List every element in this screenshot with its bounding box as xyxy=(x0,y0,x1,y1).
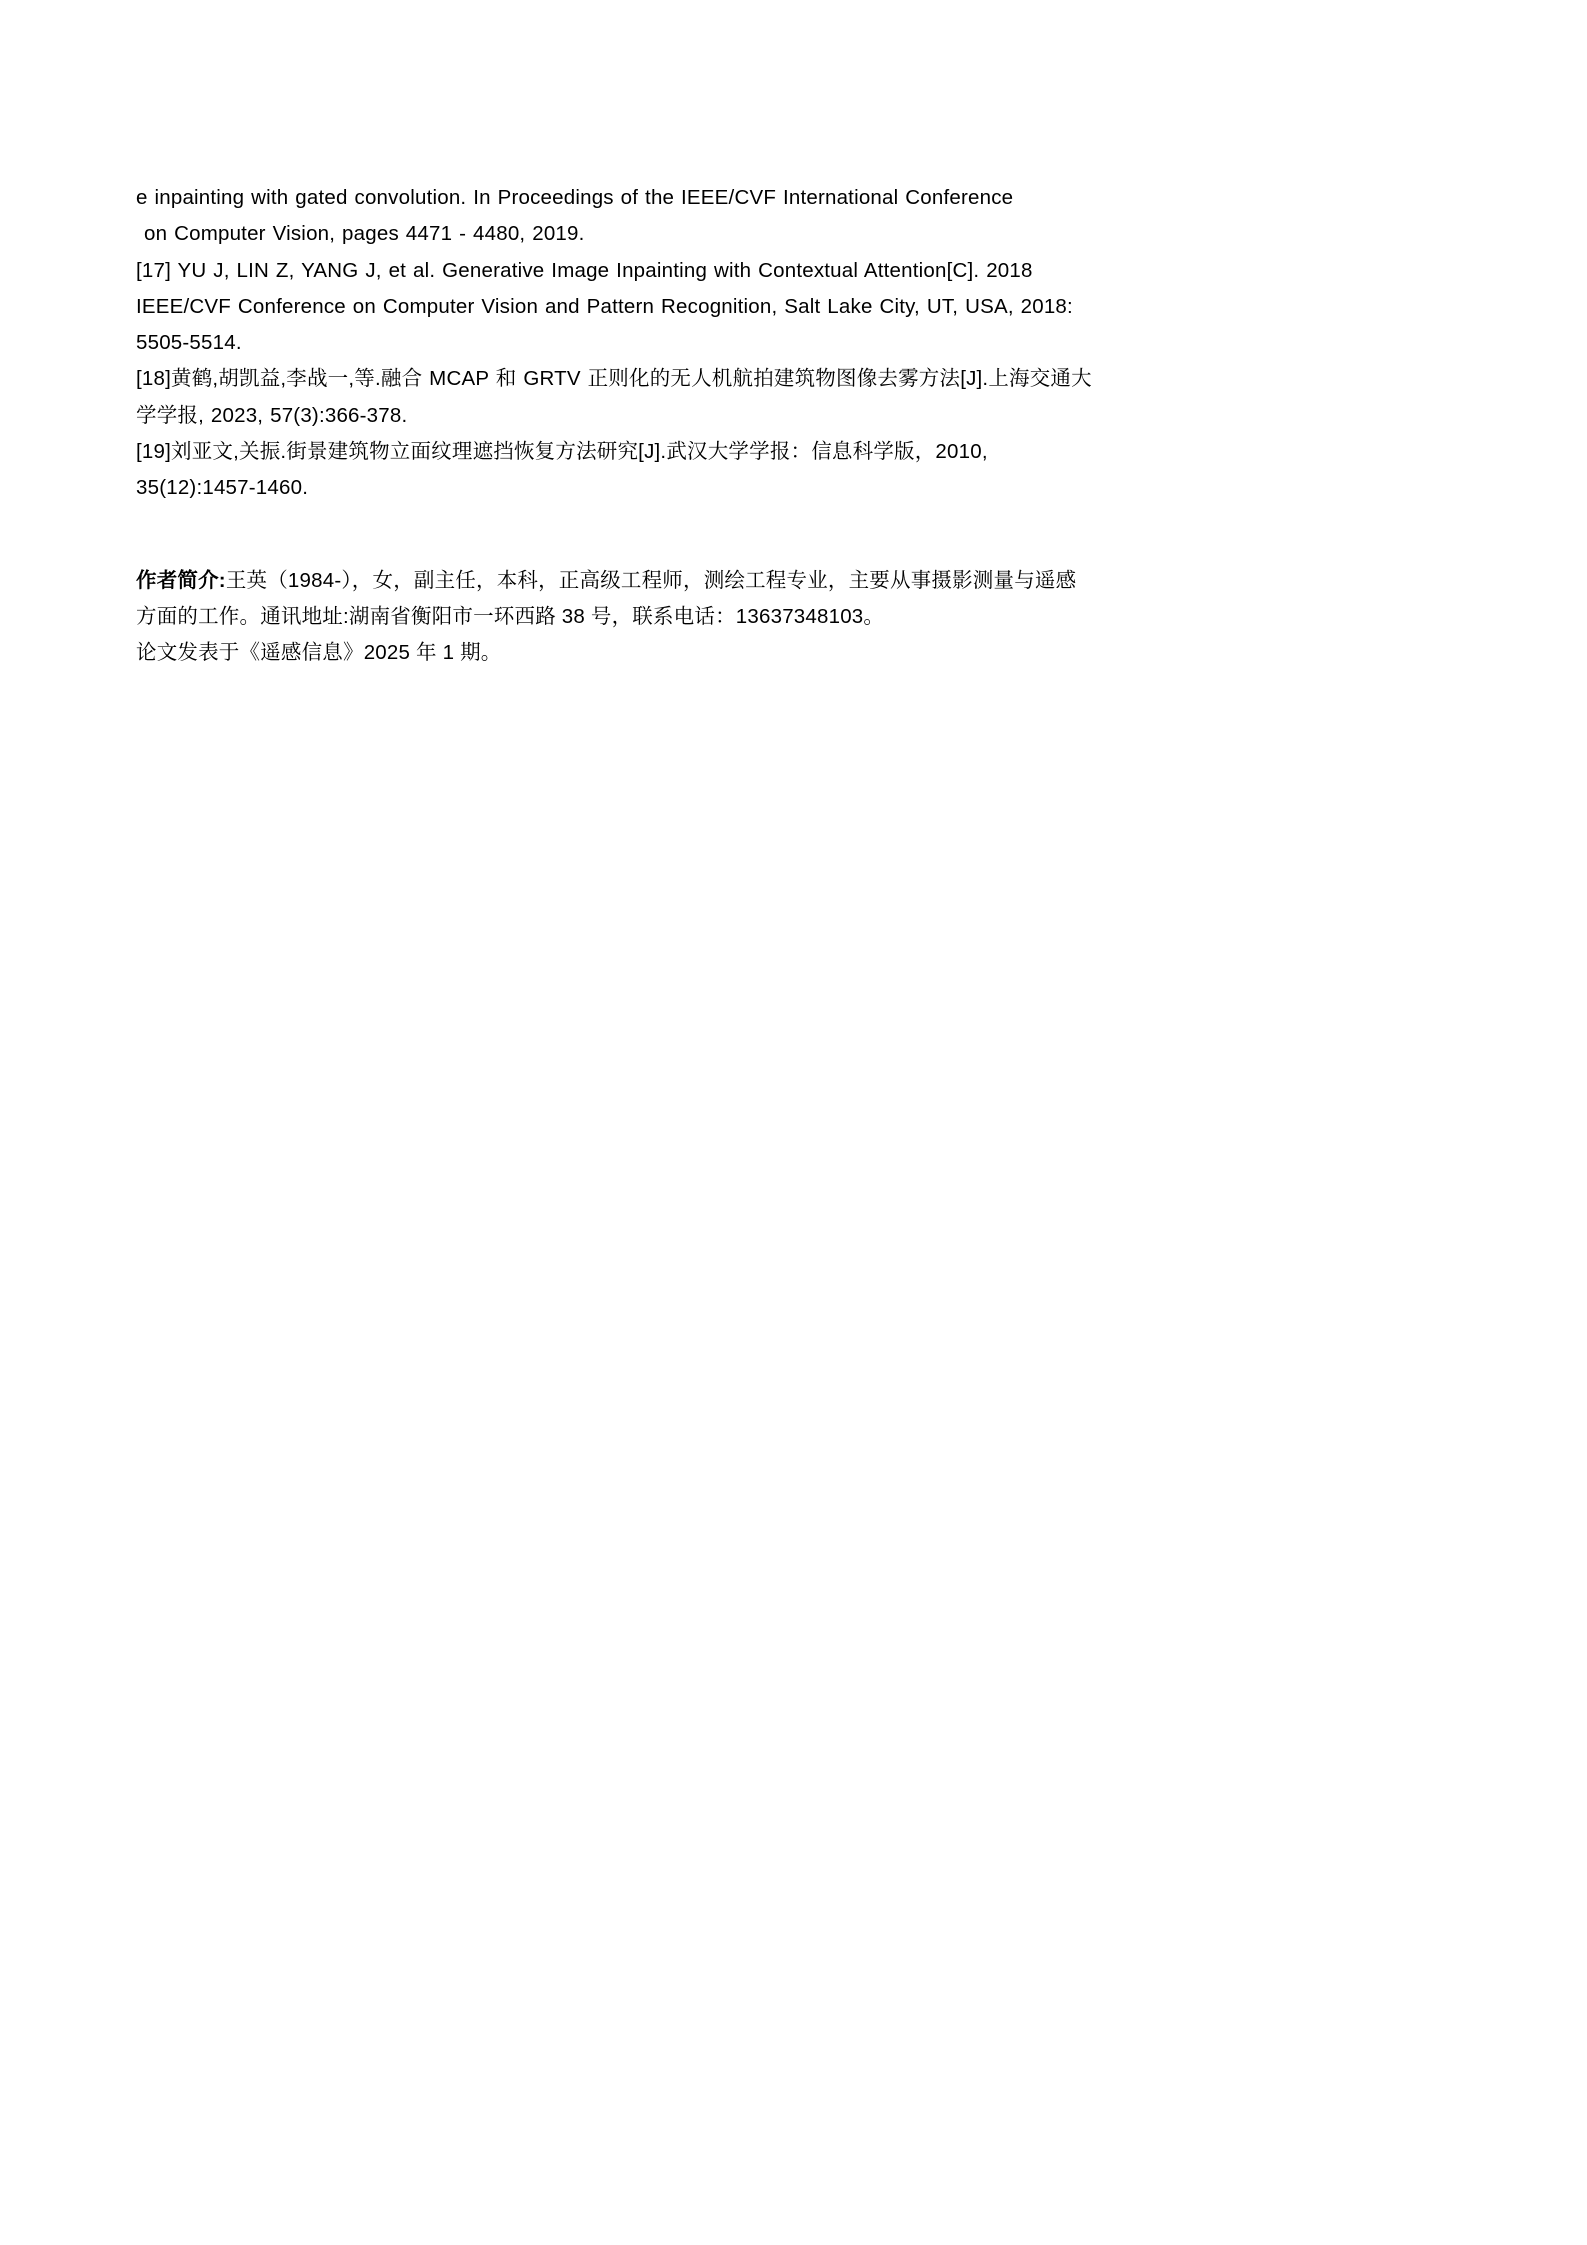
author-bio-second-line: 方面的工作。通讯地址:湖南省衡阳市一环西路 38 号，联系电话：13637348103。 xyxy=(136,604,885,628)
reference-list xyxy=(136,180,1456,505)
reference-entry-17 xyxy=(136,253,1456,361)
page-content xyxy=(136,180,1456,670)
author-bio-first-line xyxy=(136,563,1456,599)
author-bio-text: 王英（1984-），女，副主任，本科，正高级工程师，测绘工程专业，主要从事摄影测量与遥感 xyxy=(225,569,1077,593)
reference-line: 35(12):1457-1460. xyxy=(136,476,309,499)
author-bio-label: 作者简介: xyxy=(136,569,226,593)
reference-entry-19 xyxy=(136,434,1456,506)
publication-note: 论文发表于《遥感信息》2025 年 1 期。 xyxy=(136,640,502,664)
reference-entry-18 xyxy=(136,361,1456,433)
reference-entry-continued xyxy=(136,180,1456,252)
reference-line: [19]刘亚文,关振.街景建筑物立面纹理遮挡恢复方法研究[J].武汉大学学报：信息科学版，2010, xyxy=(136,439,988,463)
author-bio-section xyxy=(136,563,1456,670)
reference-line: IEEE/CVF Conference on Computer Vision and Pattern Recognition, Salt Lake City, UT, USA, 2018: xyxy=(136,294,1073,318)
reference-line: e inpainting with gated convolution. In Proceedings of the IEEE/CVF International Conference xyxy=(136,186,1014,209)
reference-line: 学学报, 2023, 57(3):366-378. xyxy=(136,403,408,427)
reference-line: [17] YU J, LIN Z, YANG J, et al. Generative Image Inpainting with Contextual Attention[C]. 2018 xyxy=(136,258,1033,282)
reference-line: [18]黄鹤,胡凯益,李战一,等.融合 MCAP 和 GRTV 正则化的无人机航拍建筑物图像去雾方法[J].上海交通大 xyxy=(136,367,1092,391)
reference-line: on Computer Vision, pages 4471 - 4480, 2019. xyxy=(144,222,585,246)
reference-line: 5505-5514. xyxy=(136,331,242,354)
